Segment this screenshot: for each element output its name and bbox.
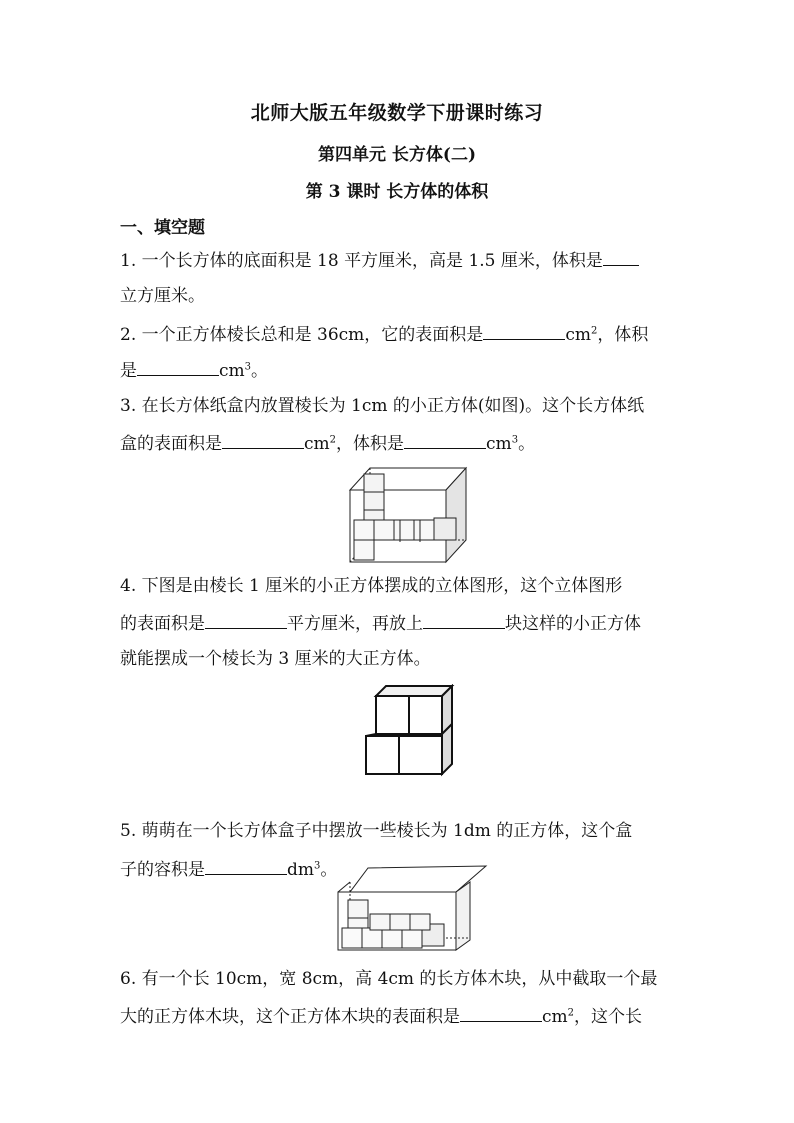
question-5-end: 。 <box>320 860 338 880</box>
question-2-volume-blank[interactable] <box>137 358 219 376</box>
question-4-text-3: 平方厘米，再放上 <box>287 614 423 634</box>
question-1-text-end: 立方厘米。 <box>120 286 205 306</box>
question-2-line-1 <box>120 322 680 346</box>
unit-title: 第四单元 长方体(二) <box>317 145 476 165</box>
question-3-line-1 <box>120 395 680 417</box>
question-4-surface-blank[interactable] <box>205 611 287 629</box>
question-1-line-2 <box>120 285 680 307</box>
worksheet-title: 北师大版五年级数学下册课时练习 <box>250 102 544 124</box>
question-3-sup-2: 3 <box>511 434 519 446</box>
question-3-volume-blank[interactable] <box>404 431 486 449</box>
question-6-end: ，这个长 <box>574 1007 643 1027</box>
question-3-unit-1: cm <box>304 434 330 454</box>
question-5-text-2: 子的容积是 <box>120 860 205 880</box>
question-6-surface-blank[interactable] <box>460 1004 542 1022</box>
question-6-line-1 <box>120 968 680 990</box>
question-5-box-figure <box>330 862 490 954</box>
question-3-end: 。 <box>518 434 536 454</box>
question-4-text: 4. 下图是由棱长 1 厘米的小正方体摆成的立体图形，这个立体图形 <box>120 576 623 596</box>
question-4-text-5: 就能摆成一个棱长为 3 厘米的大正方体。 <box>120 649 431 669</box>
question-6-sup: 2 <box>567 1007 575 1019</box>
question-3-line-2 <box>120 431 680 455</box>
question-2-line-2 <box>120 358 680 382</box>
question-2-sup-2: 3 <box>244 361 252 373</box>
question-3-text-3: ，体积是 <box>336 434 405 454</box>
question-2-sup-1: 2 <box>590 325 598 337</box>
question-4-count-blank[interactable] <box>423 611 505 629</box>
question-4-line-2 <box>120 611 680 635</box>
question-4-text-4: 块这样的小正方体 <box>505 614 641 634</box>
question-2-unit-2: cm <box>219 361 245 381</box>
section-heading: 一、填空题 <box>120 218 205 238</box>
question-6-line-2 <box>120 1004 680 1028</box>
question-1-line-1 <box>120 248 680 272</box>
question-2-unit-1: cm <box>565 325 591 345</box>
question-5-line-1 <box>120 820 680 842</box>
question-4-line-1 <box>120 575 680 597</box>
question-5-capacity-blank[interactable] <box>205 857 287 875</box>
question-5-text: 5. 萌萌在一个长方体盒子中摆放一些棱长为 1dm 的正方体，这个盒 <box>120 821 633 841</box>
question-2-end: 。 <box>251 361 269 381</box>
question-6-text-2: 大的正方体木块，这个正方体木块的表面积是 <box>120 1007 460 1027</box>
question-6-unit: cm <box>542 1007 568 1027</box>
question-5-sup: 3 <box>314 860 321 872</box>
lesson-title: 第 3 课时 长方体的体积 <box>305 182 489 202</box>
question-6-text: 6. 有一个长 10cm，宽 8cm，高 4cm 的长方体木块，从中截取一个最 <box>120 969 658 989</box>
question-3-text: 3. 在长方体纸盒内放置棱长为 1cm 的小正方体(如图)。这个长方体纸 <box>120 396 645 416</box>
question-5-unit: dm <box>287 860 315 880</box>
question-2-text-2: ，体积 <box>597 325 649 345</box>
question-3-text-2: 盒的表面积是 <box>120 434 222 454</box>
question-1-answer-blank[interactable] <box>603 248 639 266</box>
question-3-unit-2: cm <box>486 434 512 454</box>
question-3-box-figure <box>340 462 476 566</box>
question-2-text-3: 是 <box>120 361 137 381</box>
question-4-cubes-figure <box>362 684 458 780</box>
question-3-sup-1: 2 <box>329 434 337 446</box>
question-4-line-3 <box>120 648 680 670</box>
question-1-text: 1. 一个长方体的底面积是 18 平方厘米，高是 1.5 厘米，体积是 <box>120 251 603 271</box>
question-2-text: 2. 一个正方体棱长总和是 36cm，它的表面积是 <box>120 325 484 345</box>
question-4-text-2: 的表面积是 <box>120 614 205 634</box>
question-2-surface-blank[interactable] <box>483 322 565 340</box>
question-3-surface-blank[interactable] <box>222 431 304 449</box>
